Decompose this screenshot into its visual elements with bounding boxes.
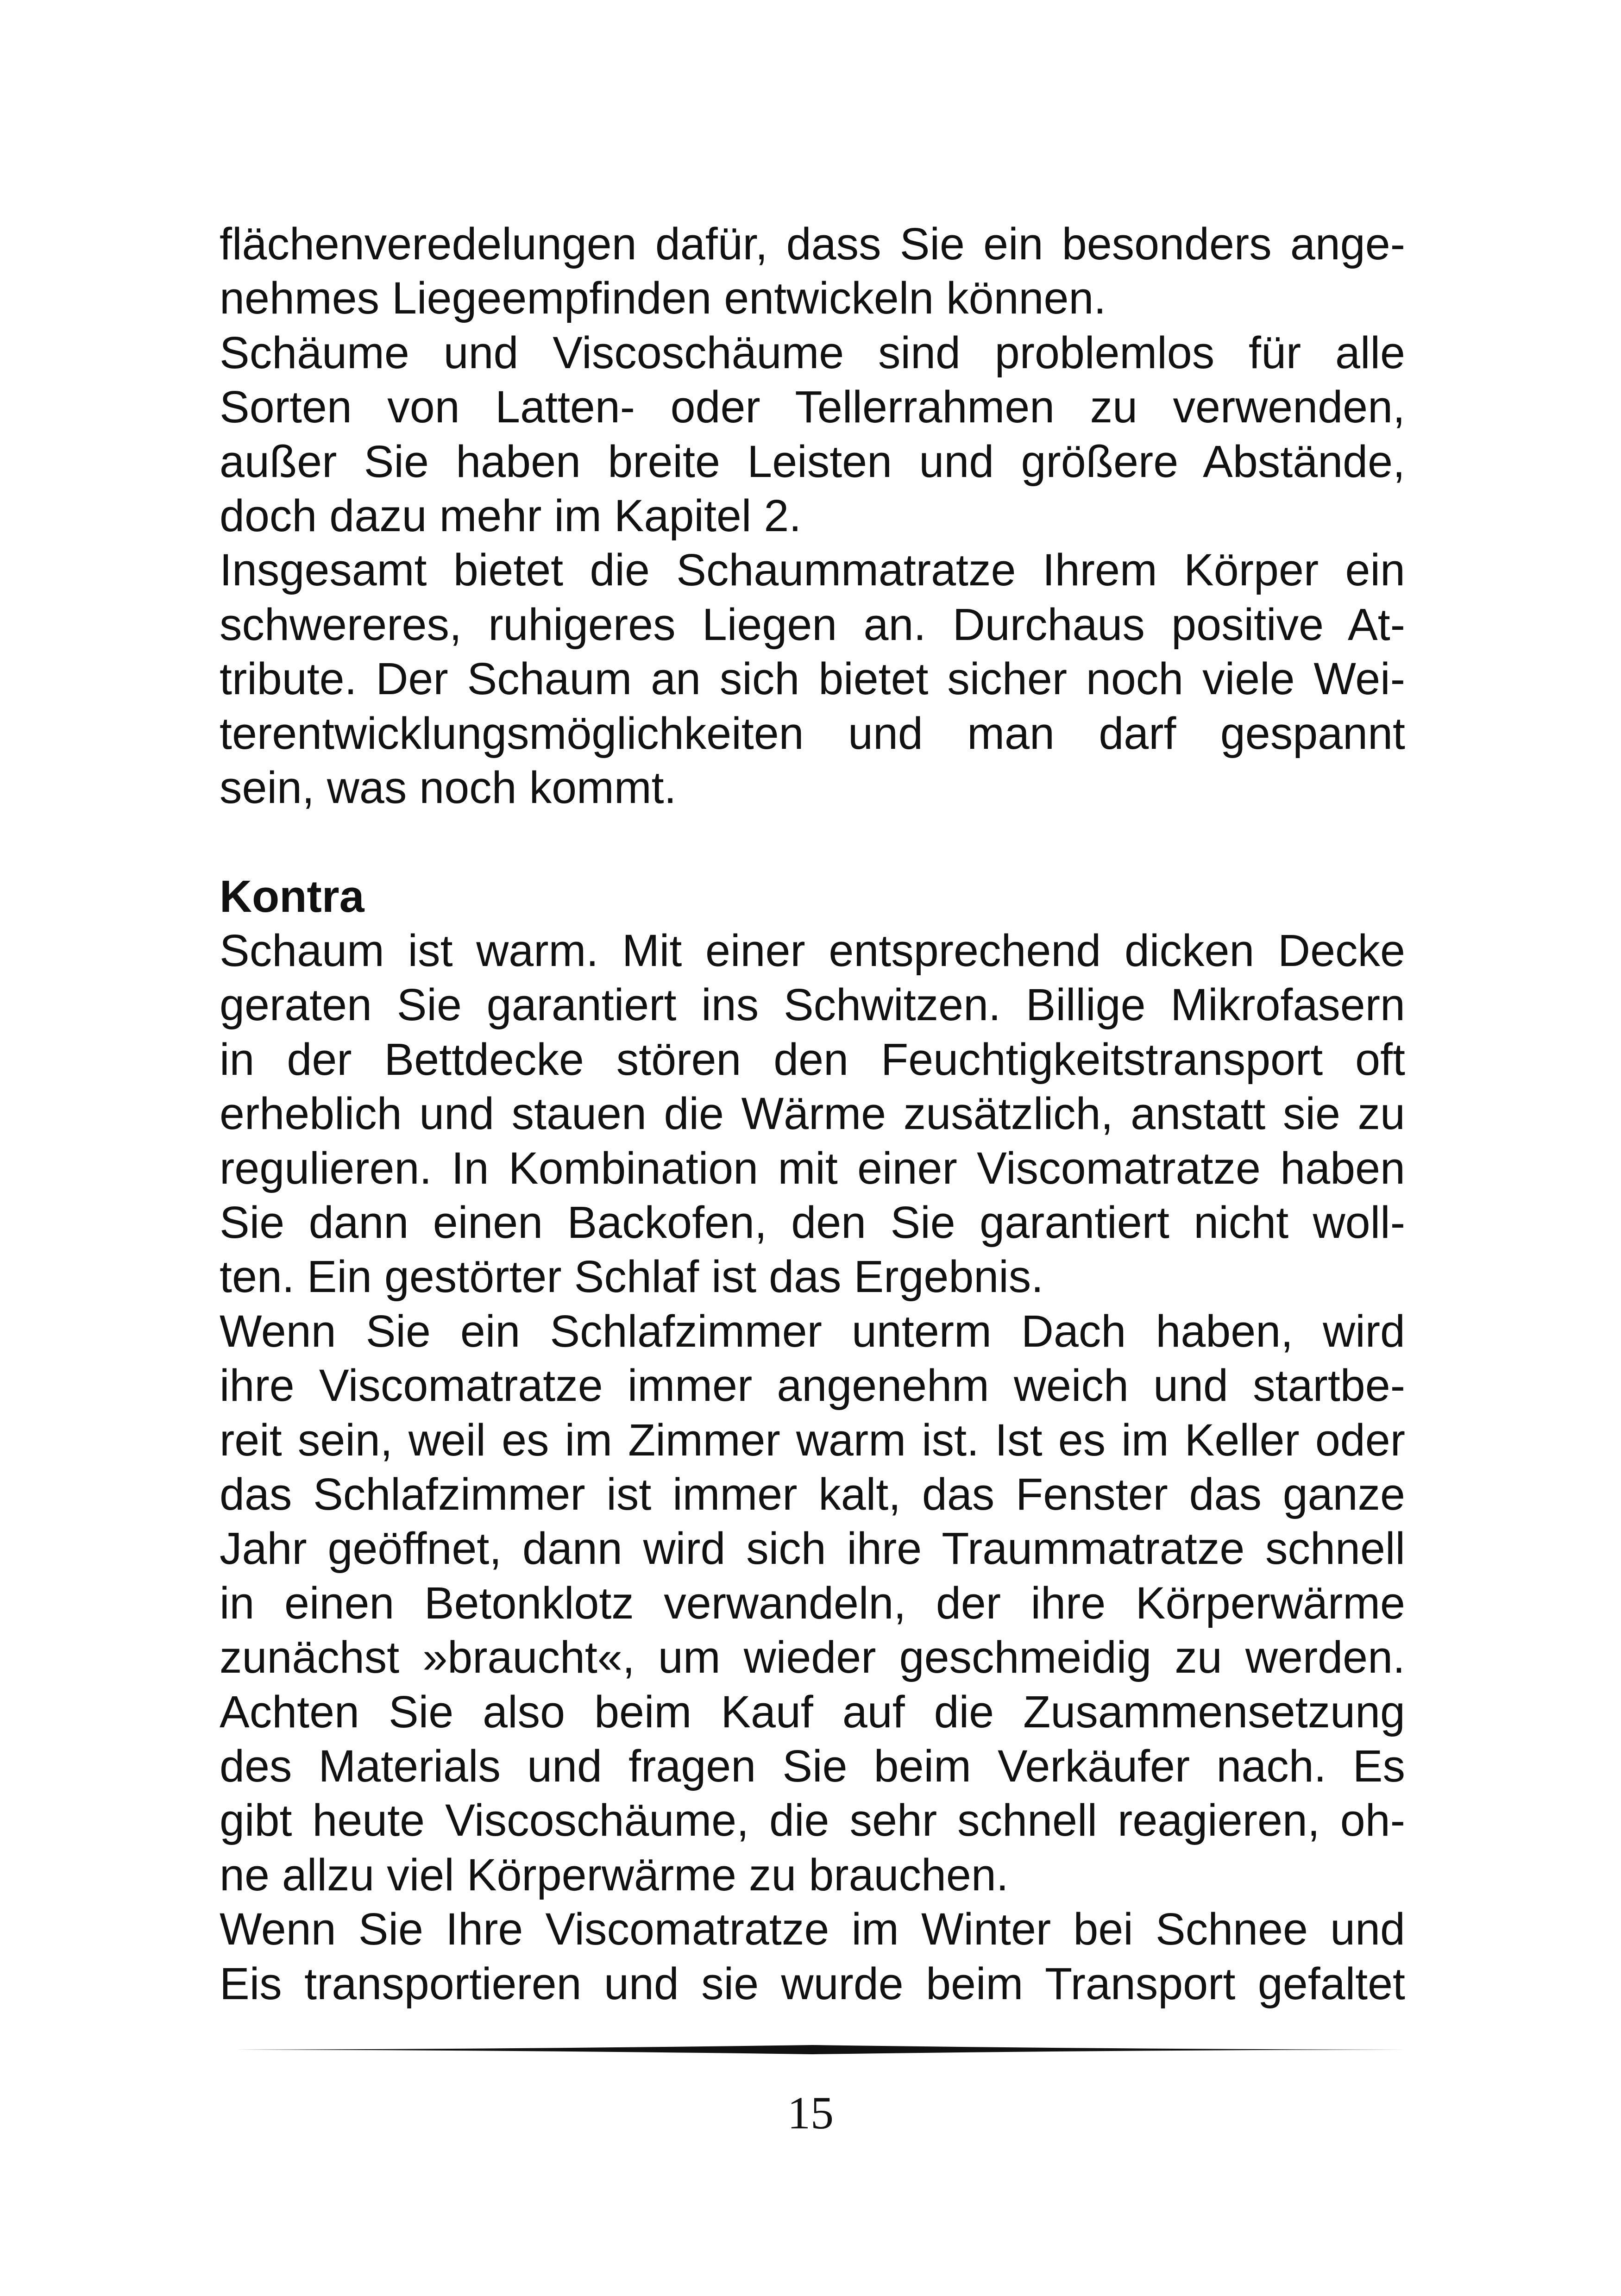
text-line: Sorten von Latten- oder Tellerrahmen zu verwenden, (220, 382, 1405, 433)
text-line: tribute. Der Schaum an sich bietet sicher noch viele Wei- (220, 653, 1405, 704)
text-line: Schäume und Viscoschäume sind problemlos für alle (220, 327, 1405, 378)
text-line: zunächst »braucht«, um wieder geschmeidig zu werden. (220, 1632, 1405, 1683)
body-text (220, 217, 1405, 2011)
footer-rule (220, 2043, 1405, 2056)
text-line: nehmes Liegeempfinden entwickeln können. (220, 273, 1106, 324)
text-line: des Materials und fragen Sie beim Verkäufer nach. Es (220, 1740, 1405, 1791)
text-line: schwereres, ruhigeres Liegen an. Durchaus positive At- (220, 599, 1405, 650)
text-line: Achten Sie also beim Kauf auf die Zusammensetzung (220, 1686, 1405, 1737)
text-line: flächenveredelungen dafür, dass Sie ein besonders ange- (220, 219, 1405, 269)
text-line: erheblich und stauen die Wärme zusätzlich, anstatt sie zu (220, 1088, 1405, 1139)
text-line: doch dazu mehr im Kapitel 2. (220, 490, 802, 541)
text-line: Schaum ist warm. Mit einer entsprechend dicken Decke (220, 925, 1405, 976)
text-line: gibt heute Viscoschäume, die sehr schnell reagieren, oh- (220, 1795, 1405, 1846)
text-line: terentwicklungsmöglichkeiten und man darf gespannt (220, 708, 1405, 759)
text-line: außer Sie haben breite Leisten und größere Abstände, (220, 436, 1405, 487)
section-heading: Kontra (220, 871, 364, 922)
text-line: Wenn Sie Ihre Viscomatratze im Winter bei Schnee und (220, 1904, 1405, 1955)
paragraph-gap (220, 815, 1405, 869)
page-number: 15 (787, 2087, 834, 2139)
text-line: Sie dann einen Backofen, den Sie garantiert nicht woll- (220, 1197, 1405, 1248)
text-line: sein, was noch kommt. (220, 762, 677, 813)
text-line: Eis transportieren und sie wurde beim Transport gefaltet (220, 1958, 1405, 2009)
text-line: das Schlafzimmer ist immer kalt, das Fenster das ganze (220, 1468, 1405, 1519)
text-line: Jahr geöffnet, dann wird sich ihre Traummatratze schnell (220, 1523, 1405, 1574)
text-line: ihre Viscomatratze immer angenehm weich und startbe- (220, 1360, 1405, 1411)
text-line: Wenn Sie ein Schlafzimmer unterm Dach haben, wird (220, 1305, 1405, 1356)
text-line: reit sein, weil es im Zimmer warm ist. Ist es im Keller oder (220, 1414, 1405, 1465)
text-line: in der Bettdecke stören den Feuchtigkeitstransport oft (220, 1034, 1405, 1085)
text-line: geraten Sie garantiert ins Schwitzen. Billige Mikrofasern (220, 979, 1405, 1030)
text-line: ten. Ein gestörter Schlaf ist das Ergebnis. (220, 1251, 1044, 1302)
text-line: in einen Betonklotz verwandeln, der ihre Körperwärme (220, 1577, 1405, 1628)
text-line: ne allzu viel Körperwärme zu brauchen. (220, 1849, 1009, 1900)
text-line: Insgesamt bietet die Schaummatratze Ihrem Körper ein (220, 545, 1405, 596)
text-line: regulieren. In Kombination mit einer Viscomatratze haben (220, 1142, 1405, 1193)
